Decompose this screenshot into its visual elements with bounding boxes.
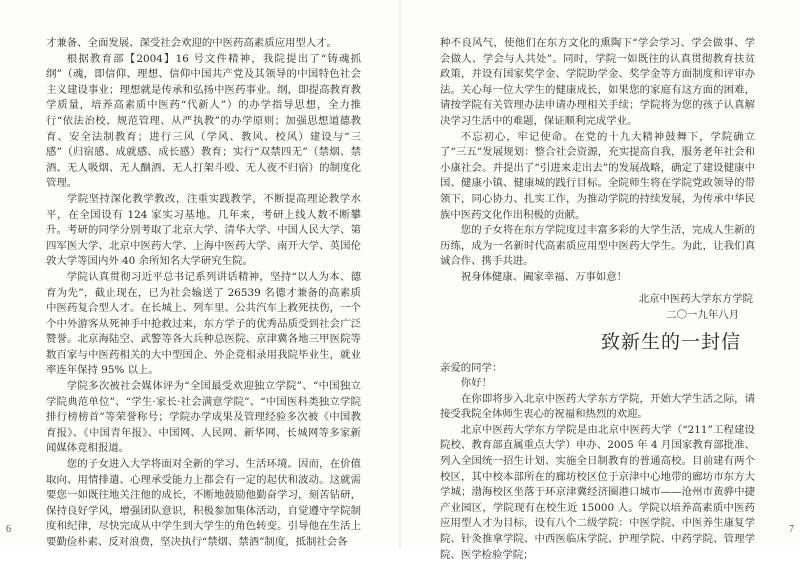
page-number-left: 6 xyxy=(6,524,11,535)
page-number-right: 7 xyxy=(789,524,794,535)
paragraph: 北京中医药大学东方学院是由北京中医药大学（“211”工程建设院校、教育部直属重点大学）申办、2005 年 4 月国家教育部批准、列入全国统一招生计划、实施全日制教育的普通高校。目前建有两个校区，其中校本部所在的廊坊校区位于京津中心地带的廊坊市东方大学城；渤海校区坐落于环京津冀经济圈港口城市——沧州市黄骅中捷产业园区，学院现有在校生近 15000 人。学院以培养高素质中医药应用型人才为目标，设有八个二级学院：中医学院、中医养生康复学院、针灸推拿学院、中西医临床学院、护理学院、中药学院、管理学院、医学检验学院； xyxy=(440,423,755,561)
paragraph: 在你即将步入北京中医药大学东方学院，开始大学生活之际，请接受我院全体师生衷心的祝福和热烈的欢迎。 xyxy=(440,392,755,421)
paragraph: 祝身体健康、阖家幸福、万事如意！ xyxy=(460,270,628,283)
right-page-body xyxy=(440,36,755,563)
letter-salutation: 亲爱的同学： xyxy=(440,361,503,374)
paragraph: 您的子女进入大学将面对全新的学习、生活环境。因而，在价值取向、用情排遣、心理承受能力上都会有一定的起伏和波动。这就需要您一如既往地关注他的成长，不断地鼓励他勤奋学习，刻苦钻研，保持良好学风，增强团队意识，积极参加集体活动，自觉遵守学院制度和纪律，尽快完成从中学生到大学生的角色转变。引导他在生活上要勤俭朴素、反对浪费，坚决执行“禁烟、禁酒”制度，抵制社会各 xyxy=(46,458,361,548)
paragraph: 学院认真贯彻习近平总书记系列讲话精神，坚持“以人为本、德育为先”，截止现在，已为社会输送了 26539 名德才兼备的高素质中医药复合型人才。在长城上、列车里、公共汽车上救死扶伤，一个个中外游客从死神手中抢救过来，东方学子的优秀品质受到社会广泛赞誉。北京海陆空、武警等各大兵种总医院、京津冀各地三甲医院等数百家与中医药相关的大中型国企、外企竞相录用我院毕业生，就业率连年保持 95% 以上。 xyxy=(46,270,361,377)
left-page-body xyxy=(46,36,361,551)
paragraph: 才兼备、全面发展、深受社会欢迎的中医药高素质应用型人才。 xyxy=(46,37,337,49)
paragraph: 种不良风气，使他们在东方文化的熏陶下“学会学习、学会做事、学会做人、学会与人共处”。同时，学院一如既往的认真贯彻教育扶贫政策，并设有国家奖学金、学院助学金、奖学金等方面制度和评审办法。关心每一位大学生的健康成长，如果您的家庭有这方面的困难，请按学院有关管理办法申请办理相关手续；学院将为您的孩子认真解决学习生活中的难题，保证顺利完成学业。 xyxy=(440,37,755,127)
paragraph: 您的子女将在东方学院度过丰富多彩的大学生活，完成人生新的历练，成为一名新时代高素质应用型中医药大学生。为此，让我们真诚合作、携手共进。 xyxy=(440,224,755,268)
paragraph: 不忘初心，牢记使命。在党的十九大精神鼓舞下，学院确立了“三五”发展规划：整合社会资源，充实提高自我，服务老年社会和小康社会。并提出了“引进来走出去”的发展战略，确定了建设健康中国、健康小镇、健康城的践行目标。全院师生将在学院党政领导的带领下，同心协力、扎实工作，为推动学院的持续发展，为传承中华民族中医药文化作出积极的贡献。 xyxy=(440,130,755,221)
signature-date: 二〇一九年八月 xyxy=(666,308,739,321)
letter-greeting: 你好！ xyxy=(460,377,492,390)
paragraph: 学院多次被社会媒体评为“全国最受欢迎独立学院”、“中国独立学院典范单位”、“学生·家长·社会满意学院”、“中国医科类独立学院排行榜榜首”等荣誉称号；学院办学成果及管理经验多次被《中国教育报》、《中国青年报》、中国网、人民网、新华网、长城网等多家新闻媒体竞相报道。 xyxy=(46,380,361,455)
page-gutter xyxy=(399,0,401,549)
signature-block xyxy=(440,291,755,323)
paragraph: 根据教育部【2004】16 号文件精神，我院提出了“铸魂抓纲”（魂，即信仰、理想、信仰中国共产党及其领导的中国特色社会主义建设事业；理想就是传承和弘扬中医药事业。纲，即提高教育教学质量，培养高素质中医药“代新人”）的办学指导思想，全力推行“依法治校、规范管理、从严执教”的办学原则；加强思想道德教育、安全法制教育；进行三风（学风、教风、校风）建设与“三感”（归宿感、成就感、成长感）教育；实行“双禁四无”（禁烟、禁酒、无人吸烟、无人酗酒、无人打架斗殴、无人夜不归宿）的制度化管理。 xyxy=(46,52,361,190)
paragraph: 学院坚持深化教学教改，注重实践教学，不断提高理论教学水平，在全国设有 124 家实习基地。几年来，考研上线人数不断攀升。考研的同学分别考取了北京大学、清华大学、中国人民大学、第四军医大学、北京中医药大学、上海中医药大学、南开大学、英国伦敦大学等国内外 40 余所知名大学研究生院。 xyxy=(46,192,361,268)
letter-title: 致新生的一封信 xyxy=(600,330,741,353)
signature-school: 北京中医药大学东方学院 xyxy=(638,292,753,305)
